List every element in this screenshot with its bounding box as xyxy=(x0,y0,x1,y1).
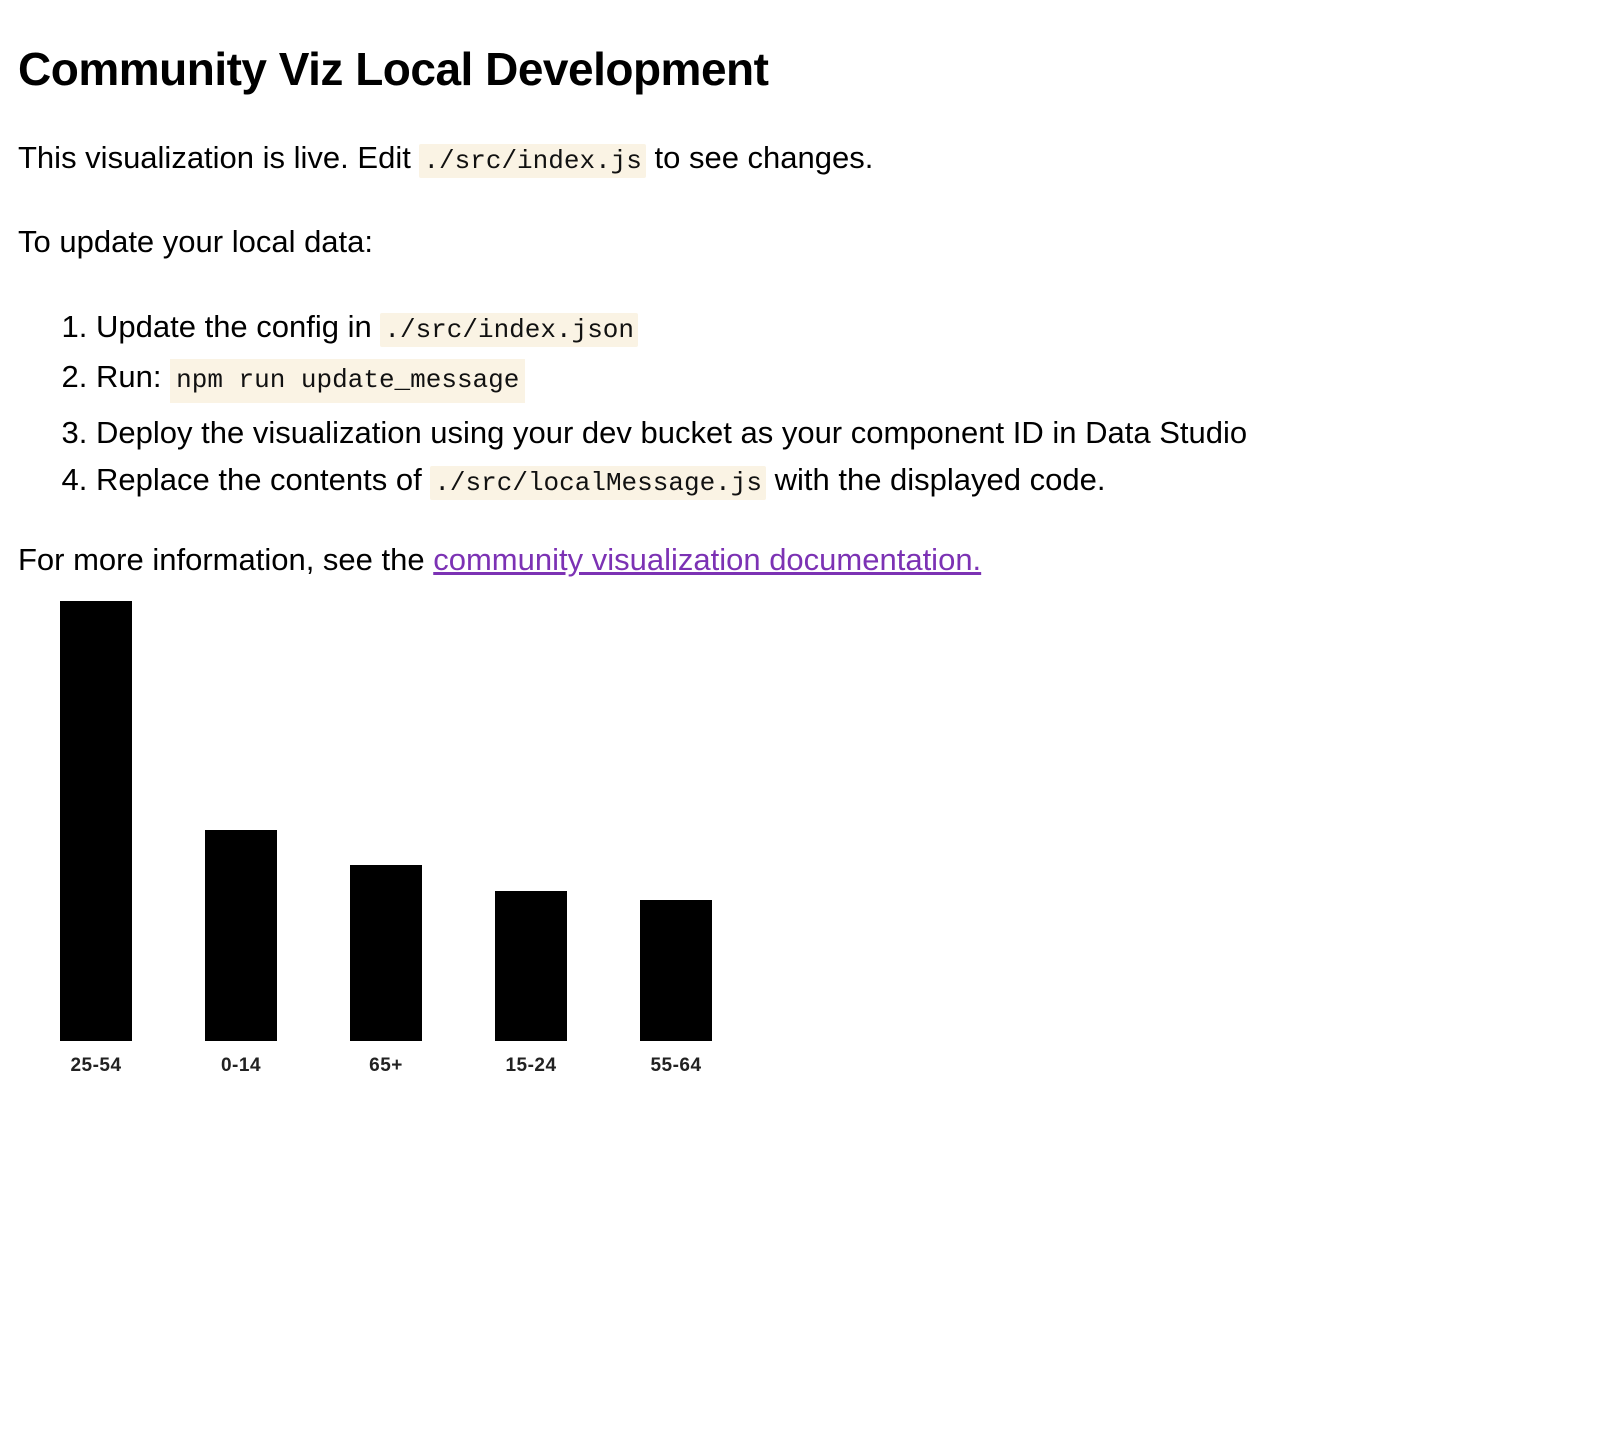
bar-group xyxy=(495,891,567,1077)
chart-plot-area xyxy=(18,637,738,1077)
bar xyxy=(205,830,277,1041)
bar xyxy=(640,900,712,1041)
steps-list xyxy=(18,305,1580,504)
step-4-prefix-text: Replace the contents of xyxy=(96,462,431,498)
npm-command-code: npm run update_message xyxy=(170,359,525,403)
bar-label: 15-24 xyxy=(505,1054,557,1076)
bar-label: 25-54 xyxy=(70,1054,122,1076)
bar xyxy=(495,891,567,1041)
bar-label: 55-64 xyxy=(650,1054,702,1076)
bar xyxy=(60,601,132,1041)
community-visualization-documentation-link[interactable]: community visualization documentation. xyxy=(433,542,982,578)
step-3-text: Deploy the visualization using your dev bucket as your component ID in Data Studio xyxy=(96,415,1248,451)
bar-chart xyxy=(18,637,778,1157)
bar-group xyxy=(640,900,712,1077)
page-title: Community Viz Local Development xyxy=(18,43,769,95)
update-data-heading: To update your local data: xyxy=(18,223,374,259)
more-info-prefix-text: For more information, see the xyxy=(18,542,434,578)
bar-label: 65+ xyxy=(369,1054,403,1076)
index-json-path-code: ./src/index.json xyxy=(380,313,638,347)
bar-group xyxy=(350,865,422,1077)
step-1-text: Update the config in xyxy=(96,308,381,344)
step-2-text: Run: xyxy=(96,359,162,395)
bar xyxy=(350,865,422,1041)
bar-group xyxy=(60,601,132,1077)
bar-group xyxy=(205,830,277,1077)
local-message-js-path-code: ./src/localMessage.js xyxy=(430,466,766,500)
list-item xyxy=(96,458,1580,503)
intro-suffix-text: to see changes. xyxy=(645,139,874,175)
step-4-suffix-text: with the displayed code. xyxy=(765,462,1106,498)
index-js-path-code: ./src/index.js xyxy=(419,144,645,178)
more-information-paragraph xyxy=(18,539,1580,581)
intro-prefix-text: This visualization is live. Edit xyxy=(18,139,420,175)
list-item xyxy=(96,305,1580,350)
list-item xyxy=(96,411,1580,456)
list-item xyxy=(96,351,1580,409)
intro-paragraph xyxy=(18,137,1580,179)
bar-label: 0-14 xyxy=(220,1054,262,1076)
